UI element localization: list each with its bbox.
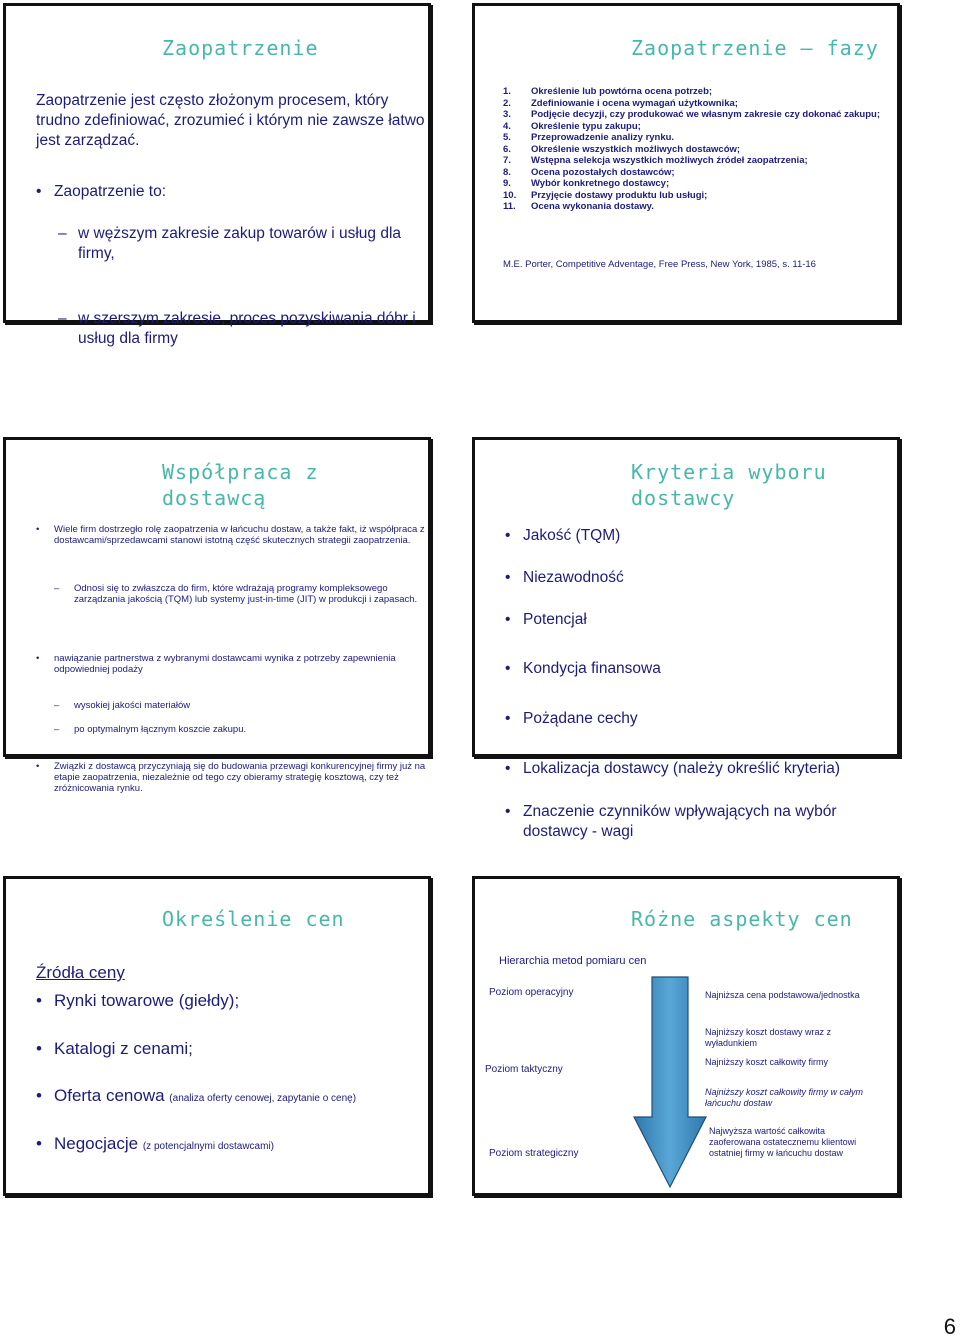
phase-item [503,98,883,110]
bullet-item [36,761,429,794]
dash-item [56,309,438,349]
criteria-item [505,527,903,545]
bullet-text: Zaopatrzenie to: [54,183,167,200]
source-item [36,1086,444,1106]
measure-label: Najniższy koszt dostawy wraz z wyładunkiem [705,1027,832,1048]
phase-text: Określenie typu zakupu; [531,120,641,132]
criteria-item [505,760,903,778]
phase-item [503,132,883,144]
phase-item [503,167,883,179]
measure-label: Najwyższa wartość całkowita zaoferowana ostatecznemu klientowi ostatniej firmy w łańcuchu dostaw [709,1126,857,1158]
phase-text: Przyjęcie dostawy produktu lub usługi; [531,189,708,201]
measure-label: Najniższa cena podstawowa/jednostka [705,990,860,1000]
subtitle: Źródła ceny [36,963,125,982]
hierarchy-header: Hierarchia metod pomiaru cen [499,955,647,967]
criteria-text: Lokalizacja dostawcy (należy określić kryteria) [523,760,841,777]
slide-title-line2: dostawcy [631,486,736,510]
slide-kryteria [472,437,900,840]
criteria-item [505,802,893,842]
phase-text: Ocena wykonania dostawy. [531,201,654,212]
phase-item [503,155,883,167]
dash-text: wysokiej jakości materiałów [74,700,191,711]
dash-text: Odnosi się to zwłaszcza do firm, które wdrażają programy kompleksowego zarządzania jakością (TQM) lub systemy just-in-time (JIT) w produkcji i zapasach. [74,583,418,605]
phase-item [503,178,883,190]
phase-number: 9. [503,178,511,189]
down-arrow-icon [630,975,710,1191]
measure-label: Najniższy koszt całkowity firmy [705,1057,829,1067]
source-item [36,1039,444,1059]
level-label: Poziom strategiczny [489,1148,579,1159]
criteria-text: Pożądane cechy [523,710,638,727]
slide-title-line1: Kryteria wyboru [631,460,827,484]
bullet-item [36,182,434,202]
phase-number: 1. [503,86,511,97]
slide-title: Zaopatrzenie [162,36,319,60]
source-main: Rynki towarowe (giełdy); [54,991,240,1010]
dash-text: w węższym zakresie zakup towarów i usług dla firmy, [78,225,402,262]
dash-item [56,224,438,264]
phase-number: 2. [503,97,511,109]
phase-item [503,201,883,213]
criteria-item [505,611,903,629]
phase-number: 6. [503,143,511,155]
page-number: 6 [943,1314,956,1339]
slide-zaopatrzenie-fazy [472,3,900,323]
phase-text: Wybór konkretnego dostawcy; [531,178,670,189]
slide-title: Zaopatrzenie – fazy [631,36,879,60]
phase-item [503,86,883,98]
bullet-item [36,524,429,546]
phase-item [503,121,883,133]
bullet-text: Związki z dostawcą przyczyniają się do budowania przewagi konkurencyjnej firmy już na etapie zaopatrzenia, niezależnie od tego czy obieramy strategię kosztową, czy też zróżnicowania rynku. [54,761,426,794]
source-main: Katalogi z cenami; [54,1039,193,1058]
measure-label: Najniższy koszt całkowity firmy w całym łańcuchu dostaw [705,1087,864,1108]
slide-title-line1: Współpraca z [162,460,319,484]
slide-wspolpraca [3,437,431,794]
bullet-item [36,653,429,675]
dash-text: po optymalnym łącznym koszcie zakupu. [74,724,247,735]
phase-text: Przeprowadzenie analizy rynku. [531,132,675,143]
criteria-item [505,710,903,728]
phase-item [503,190,883,202]
phase-item [503,109,883,121]
level-label: Poziom taktyczny [485,1064,563,1075]
phase-text: Zdefiniowanie i ocena wymagań użytkownika; [531,97,738,109]
slide-title: Różne aspekty cen [631,907,853,931]
phase-number: 8. [503,166,511,178]
phase-number: 11. [503,201,516,212]
criteria-text: Jakość (TQM) [523,527,621,544]
phase-number: 7. [503,155,511,166]
slide-title-line2: dostawcą [162,486,267,510]
criteria-item [505,660,903,678]
phases-list [503,86,883,213]
slide-okreslenie-cen [3,876,431,1196]
level-label: Poziom operacyjny [489,987,574,998]
phase-number: 10. [503,189,517,201]
slide-rozne-aspekty-cen [472,876,900,1196]
phase-number: 3. [503,109,511,120]
phase-text: Wstępna selekcja wszystkich możliwych źródeł zaopatrzenia; [531,155,808,166]
bullet-text: Wiele firm dostrzegło rolę zaopatrzenia w łańcuchu dostaw, a także fakt, iż współpraca z dostawcami/sprzedawcami stanowi istotną część skutecznych strategii zaopatrzenia. [54,524,425,546]
source-citation: M.E. Porter, Competitive Adventage, Free Press, New York, 1985, s. 11-16 [503,259,816,270]
source-main: Negocjacje [54,1134,139,1153]
dash-item [52,724,432,735]
bullet-text: nawiązanie partnerstwa z wybranymi dostawcami wynika z potrzeby zapewnienia odpowiedniej podaży [54,653,396,675]
phase-number: 4. [503,120,511,132]
dash-text: w szerszym zakresie, proces pozyskiwania dóbr i usług dla firmy [78,310,416,347]
phase-text: Podjęcie decyzji, czy produkować we własnym zakresie czy dokonać zakupu; [531,109,880,120]
source-main: Oferta cenowa [54,1086,165,1105]
dash-item [52,583,432,605]
source-item [36,1134,444,1154]
phase-number: 5. [503,132,511,143]
source-item [36,991,444,1011]
slide-zaopatrzenie [3,3,431,347]
dash-item [52,700,432,711]
phase-text: Ocena pozostałych dostawców; [531,166,675,178]
criteria-text: Potencjał [523,611,587,628]
criteria-item [505,569,903,587]
phase-text: Określenie wszystkich możliwych dostawców; [531,143,741,155]
criteria-text: Niezawodność [523,569,624,586]
slide-title: Określenie cen [162,907,345,931]
intro-text: Zaopatrzenie jest często złożonym procesem, który trudno zdefiniować, zrozumieć i którym nie zawsze łatwo jest zarządzać. [36,92,425,149]
phase-text: Określenie lub powtórna ocena potrzeb; [531,86,713,97]
phase-item [503,144,883,156]
source-note: (z potencjalnymi dostawcami) [142,1141,275,1152]
criteria-text: Kondycja finansowa [523,660,661,677]
criteria-text: Znaczenie czynników wpływających na wybór dostawcy - wagi [523,803,837,840]
source-note: (analiza oferty cenowej, zapytanie o cenę) [169,1093,357,1104]
